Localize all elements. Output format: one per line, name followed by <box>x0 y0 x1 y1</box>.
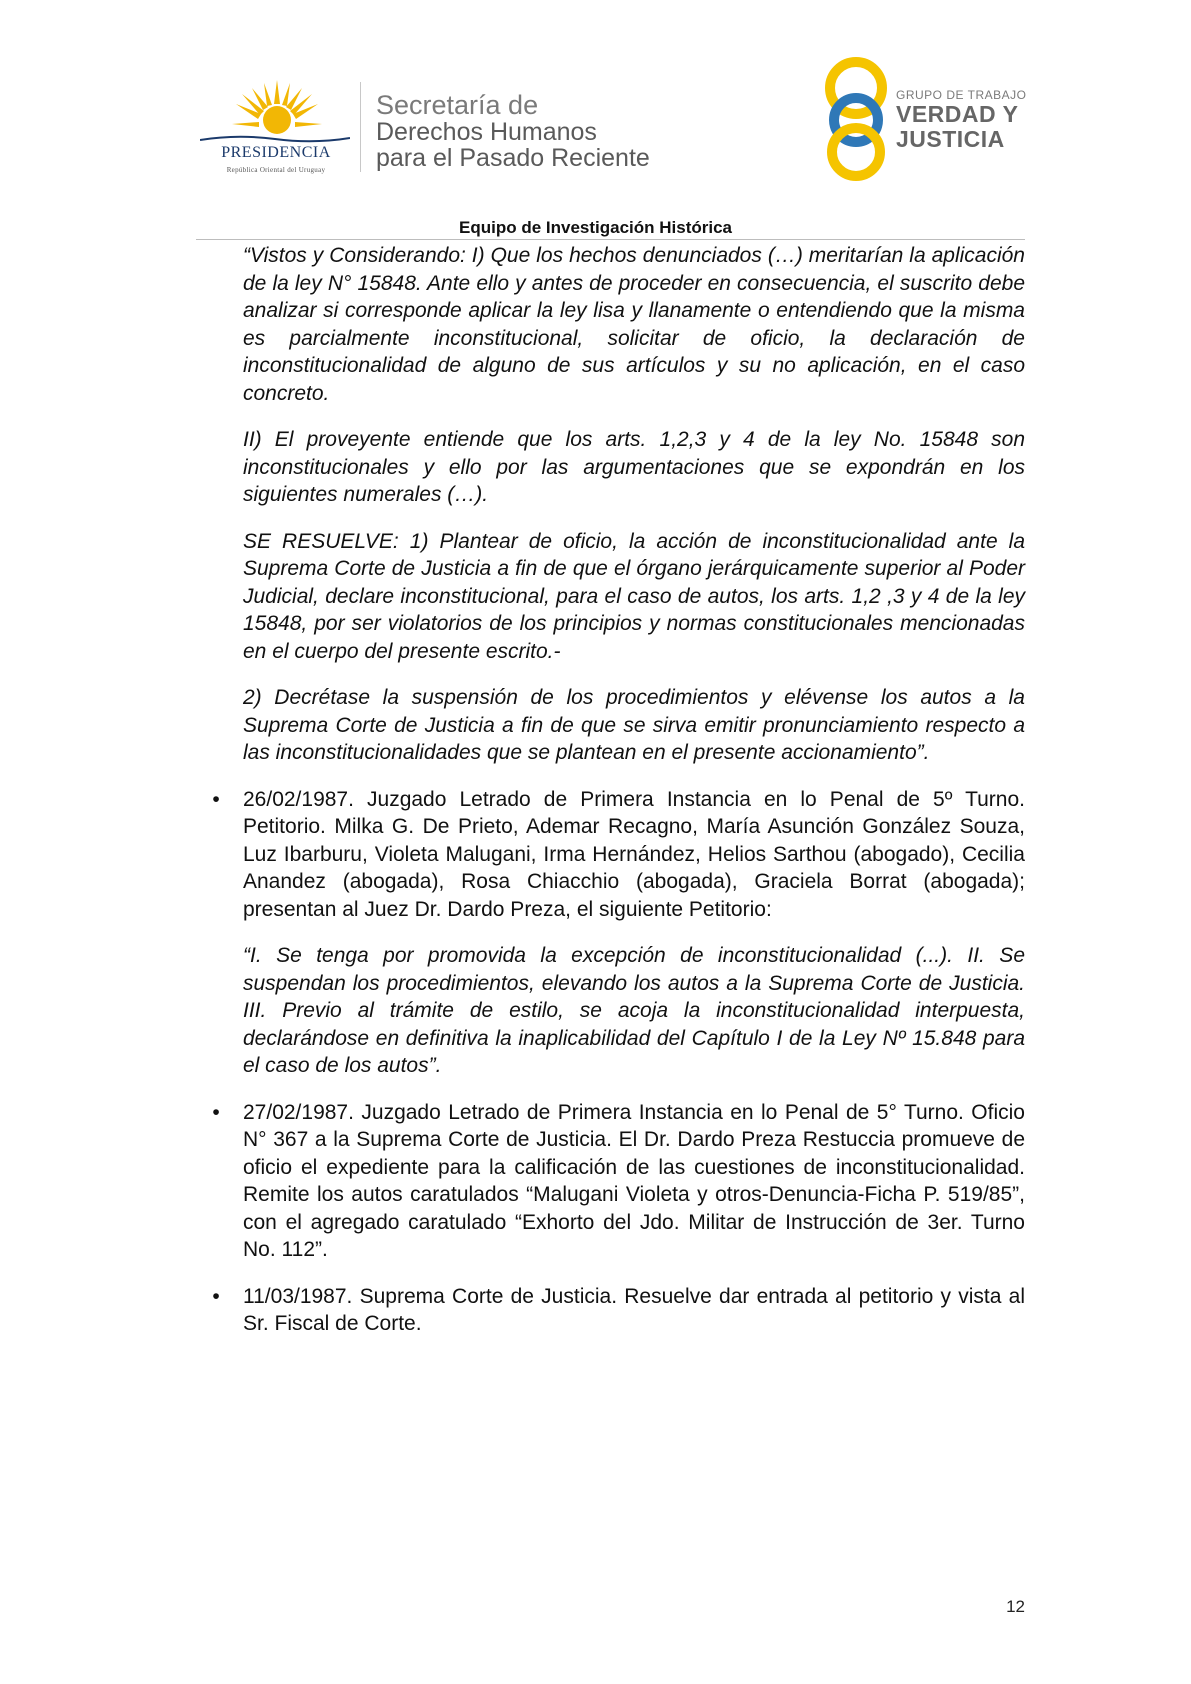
secretaria-line2: Derechos Humanos <box>376 118 597 146</box>
list-item-text: 26/02/1987. Juzgado Letrado de Primera Instancia en lo Penal de 5º Turno. Petitorio. Milka G. De Prieto, Ademar Recagno, María Asunción González Souza, Luz Ibarburu, Violeta Malugani, Irma Hernández, Helios Sarthou (abogado), Cecilia Anandez (abogada), Rosa Chiacchio (abogada), Graciela Borrat (abogada); presentan al Juez Dr. Dardo Preza, el siguiente Petitorio: <box>243 787 1025 921</box>
secretaria-line1: Secretaría de <box>376 90 539 120</box>
rings-icon <box>820 56 892 182</box>
petition-quote: “I. Se tenga por promovida la excepción de inconstitucionalidad (...). II. Se suspendan los procedimientos, elevando los autos a la Suprema Corte de Justicia. III. Previo al trámite de estilo, se acoja la inconstitucionalidad interpuesta, declarándose en definitiva la inaplicabilidad del Capítulo I de la Ley Nº 15.848 para el caso de los autos”. <box>243 944 1025 1077</box>
presidencia-logo <box>196 78 356 178</box>
sun-icon <box>232 80 322 140</box>
wave-icon <box>200 134 350 144</box>
vyj-line3: JUSTICIA <box>896 126 1005 152</box>
vyj-line2: VERDAD Y <box>896 101 1019 127</box>
list-item <box>212 1283 1025 1338</box>
team-title: Equipo de Investigación Histórica <box>459 218 732 237</box>
page-header <box>0 0 1191 240</box>
document-body <box>212 242 1025 1357</box>
bullet-icon: • <box>212 1284 220 1308</box>
header-rule <box>196 239 1025 240</box>
secretaria-logo <box>376 92 650 171</box>
quote-paragraph-1: “Vistos y Considerando: I) Que los hechos denunciados (…) meritarían la aplicación de la ley N° 15848. Ante ello y antes de proceder en consecuencia, el suscrito debe analizar si corresponde aplicar la ley lisa y llanamente o entendiendo que la misma es parcialmente inconstitucional, solicitar de oficio, la declaración de inconstitucionalidad de alguno de sus artículos y su no aplicación, en el caso concreto. <box>243 244 1025 405</box>
list-item-text: 27/02/1987. Juzgado Letrado de Primera Instancia en lo Penal de 5° Turno. Oficio N° 367 a la Suprema Corte de Justicia. El Dr. Dardo Preza Restuccia promueve de oficio el expediente para la calificación de las cuestiones de inconstitucionalidad. Remite los autos caratulados “Malugani Violeta y otros-Denuncia-Ficha P. 519/85”, con el agregado caratulado “Exhorto del Jdo. Militar de Instrucción de 3er. Turno No. 112”. <box>243 1100 1025 1261</box>
bullet-icon: • <box>212 787 220 811</box>
presidencia-name: PRESIDENCIA <box>221 144 331 161</box>
quote-paragraph-2: II) El proveyente entiende que los arts. 1,2,3 y 4 de la ley No. 15848 son inconstitucionales y ello por las argumentaciones que se expondrán en los siguientes numerales (…). <box>243 428 1025 506</box>
verdad-justicia-logo <box>820 56 1040 186</box>
presidencia-subtitle: República Oriental del Uruguay <box>226 166 326 174</box>
bullet-icon: • <box>212 1100 220 1124</box>
quote-paragraph-4: 2) Decrétase la suspensión de los procedimientos y elévense los autos a la Suprema Corte de Justicia a fin de que se sirva emitir pronunciamiento respecto a las inconstitucionalidades que se plantean en el presente accionamiento”. <box>243 686 1025 764</box>
quote-paragraph-3: SE RESUELVE: 1) Plantear de oficio, la acción de inconstitucionalidad ante la Suprema Corte de Justicia a fin de que el órgano jerárquicamente superior al Poder Judicial, declare inconstitucional, para el caso de autos, los arts. 1,2 ,3 y 4 de la ley 15848, por ser violatorios de los principios y normas constitucionales mencionadas en el cuerpo del presente escrito.- <box>243 529 1025 663</box>
list-item <box>212 786 1025 924</box>
page-number: 12 <box>1006 1597 1025 1616</box>
vyj-line1: GRUPO DE TRABAJO <box>896 88 1027 102</box>
secretaria-line3: para el Pasado Reciente <box>376 144 650 172</box>
list-item-text: 11/03/1987. Suprema Corte de Justicia. Resuelve dar entrada al petitorio y vista al Sr. Fiscal de Corte. <box>243 1284 1025 1335</box>
list-item <box>212 1099 1025 1264</box>
header-divider <box>360 82 361 172</box>
verdad-justicia-text <box>896 88 1026 152</box>
